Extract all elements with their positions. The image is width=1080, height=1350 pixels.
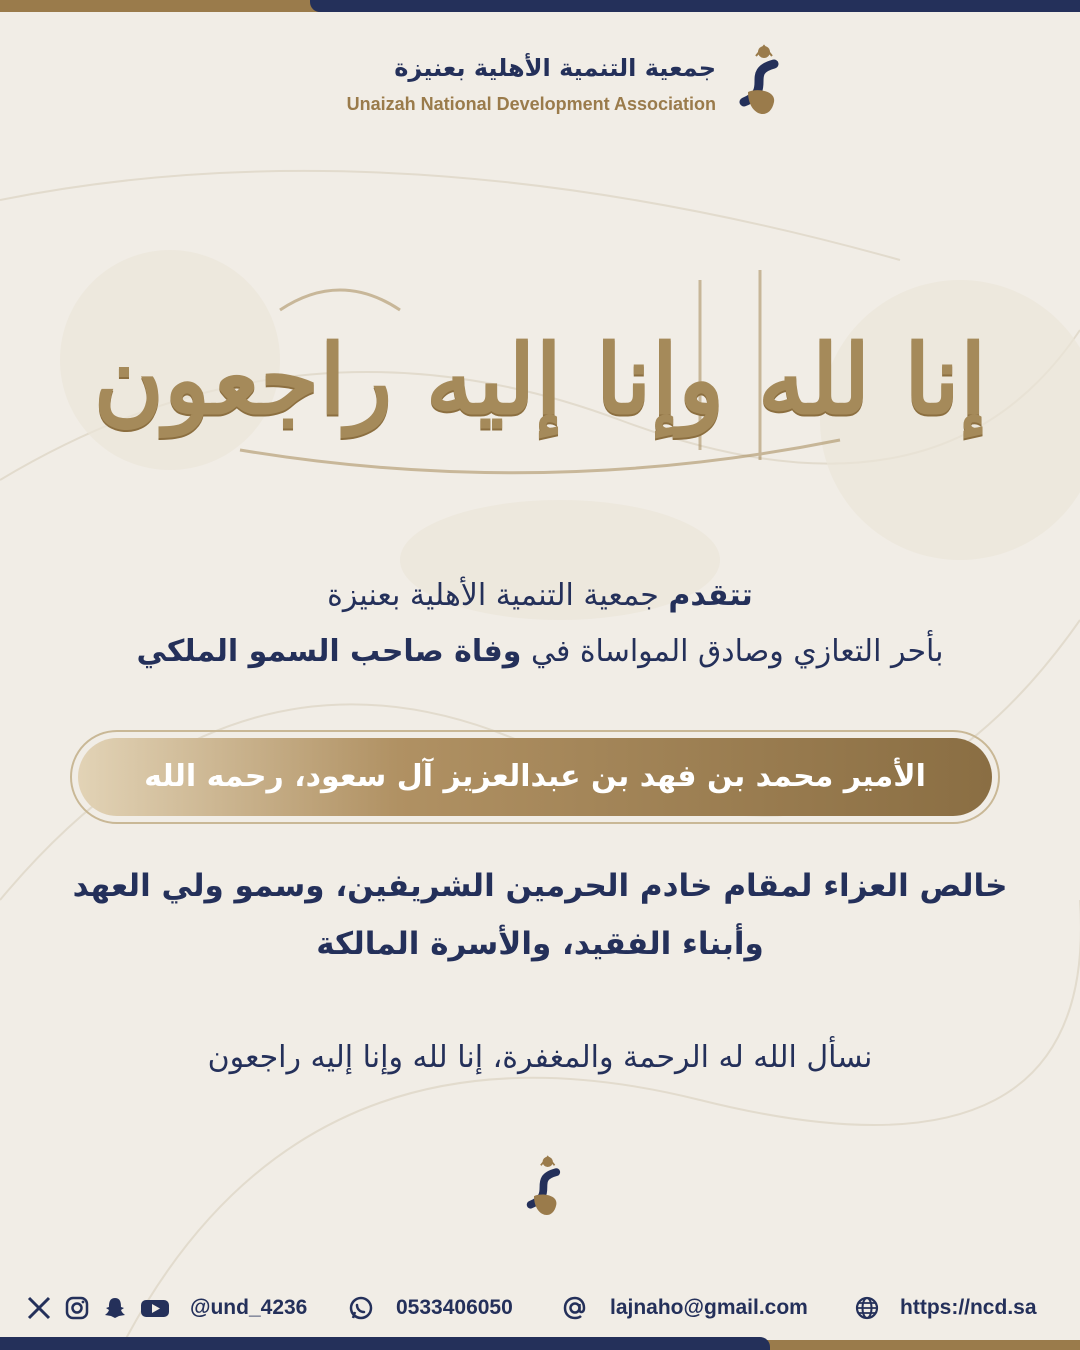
- association-logo-icon: [734, 42, 790, 130]
- association-logo-small-icon: [522, 1152, 570, 1230]
- top-accent-navy: [310, 0, 1080, 12]
- website-link[interactable]: https://ncd.sa: [900, 1296, 1037, 1319]
- message-line-2: [0, 634, 1080, 669]
- email-address[interactable]: lajnaho@gmail.com: [610, 1296, 808, 1319]
- snapchat-icon[interactable]: [102, 1295, 128, 1321]
- message-line-2-rest: بأحر التعازي وصادق المواساة في: [530, 634, 944, 669]
- message-line-2-bold: وفاة صاحب السمو الملكي: [136, 634, 522, 669]
- message-line-1-rest: جمعية التنمية الأهلية بعنيزة: [327, 578, 659, 613]
- name-banner-text: الأمير محمد بن فهد بن عبدالعزيز آل سعود، رحمه الله: [144, 759, 926, 794]
- header: [300, 42, 800, 132]
- email-at-icon: [562, 1295, 588, 1321]
- message-line-1: [0, 578, 1080, 613]
- globe-icon: [854, 1295, 880, 1321]
- message-line-4: وأبناء الفقيد، والأسرة المالكة: [316, 926, 764, 962]
- instagram-icon[interactable]: [64, 1295, 90, 1321]
- whatsapp-icon: [348, 1295, 374, 1321]
- bottom-accent-navy: [0, 1337, 770, 1350]
- message-line-1-bold: تتقدم: [668, 578, 753, 613]
- bottom-accent-gold: [760, 1340, 1080, 1350]
- x-twitter-icon[interactable]: [26, 1295, 52, 1321]
- youtube-icon[interactable]: [140, 1295, 170, 1321]
- message-line-5: نسأل الله له الرحمة والمغفرة، إنا لله وإنا إليه راجعون: [207, 1040, 873, 1075]
- top-accent-gold: [0, 0, 320, 12]
- org-name-arabic: جمعية التنمية الأهلية بعنيزة: [394, 54, 716, 82]
- message-line-3: خالص العزاء لمقام خادم الحرمين الشريفين، وسمو ولي العهد: [72, 868, 1008, 904]
- condolence-calligraphy: إنا لله وإنا إليه راجعون: [93, 323, 987, 436]
- org-name-english: Unaizah National Development Association: [346, 94, 716, 114]
- footer: [0, 1288, 1080, 1328]
- phone-number[interactable]: 0533406050: [396, 1296, 513, 1319]
- social-handle[interactable]: @und_4236: [190, 1296, 308, 1319]
